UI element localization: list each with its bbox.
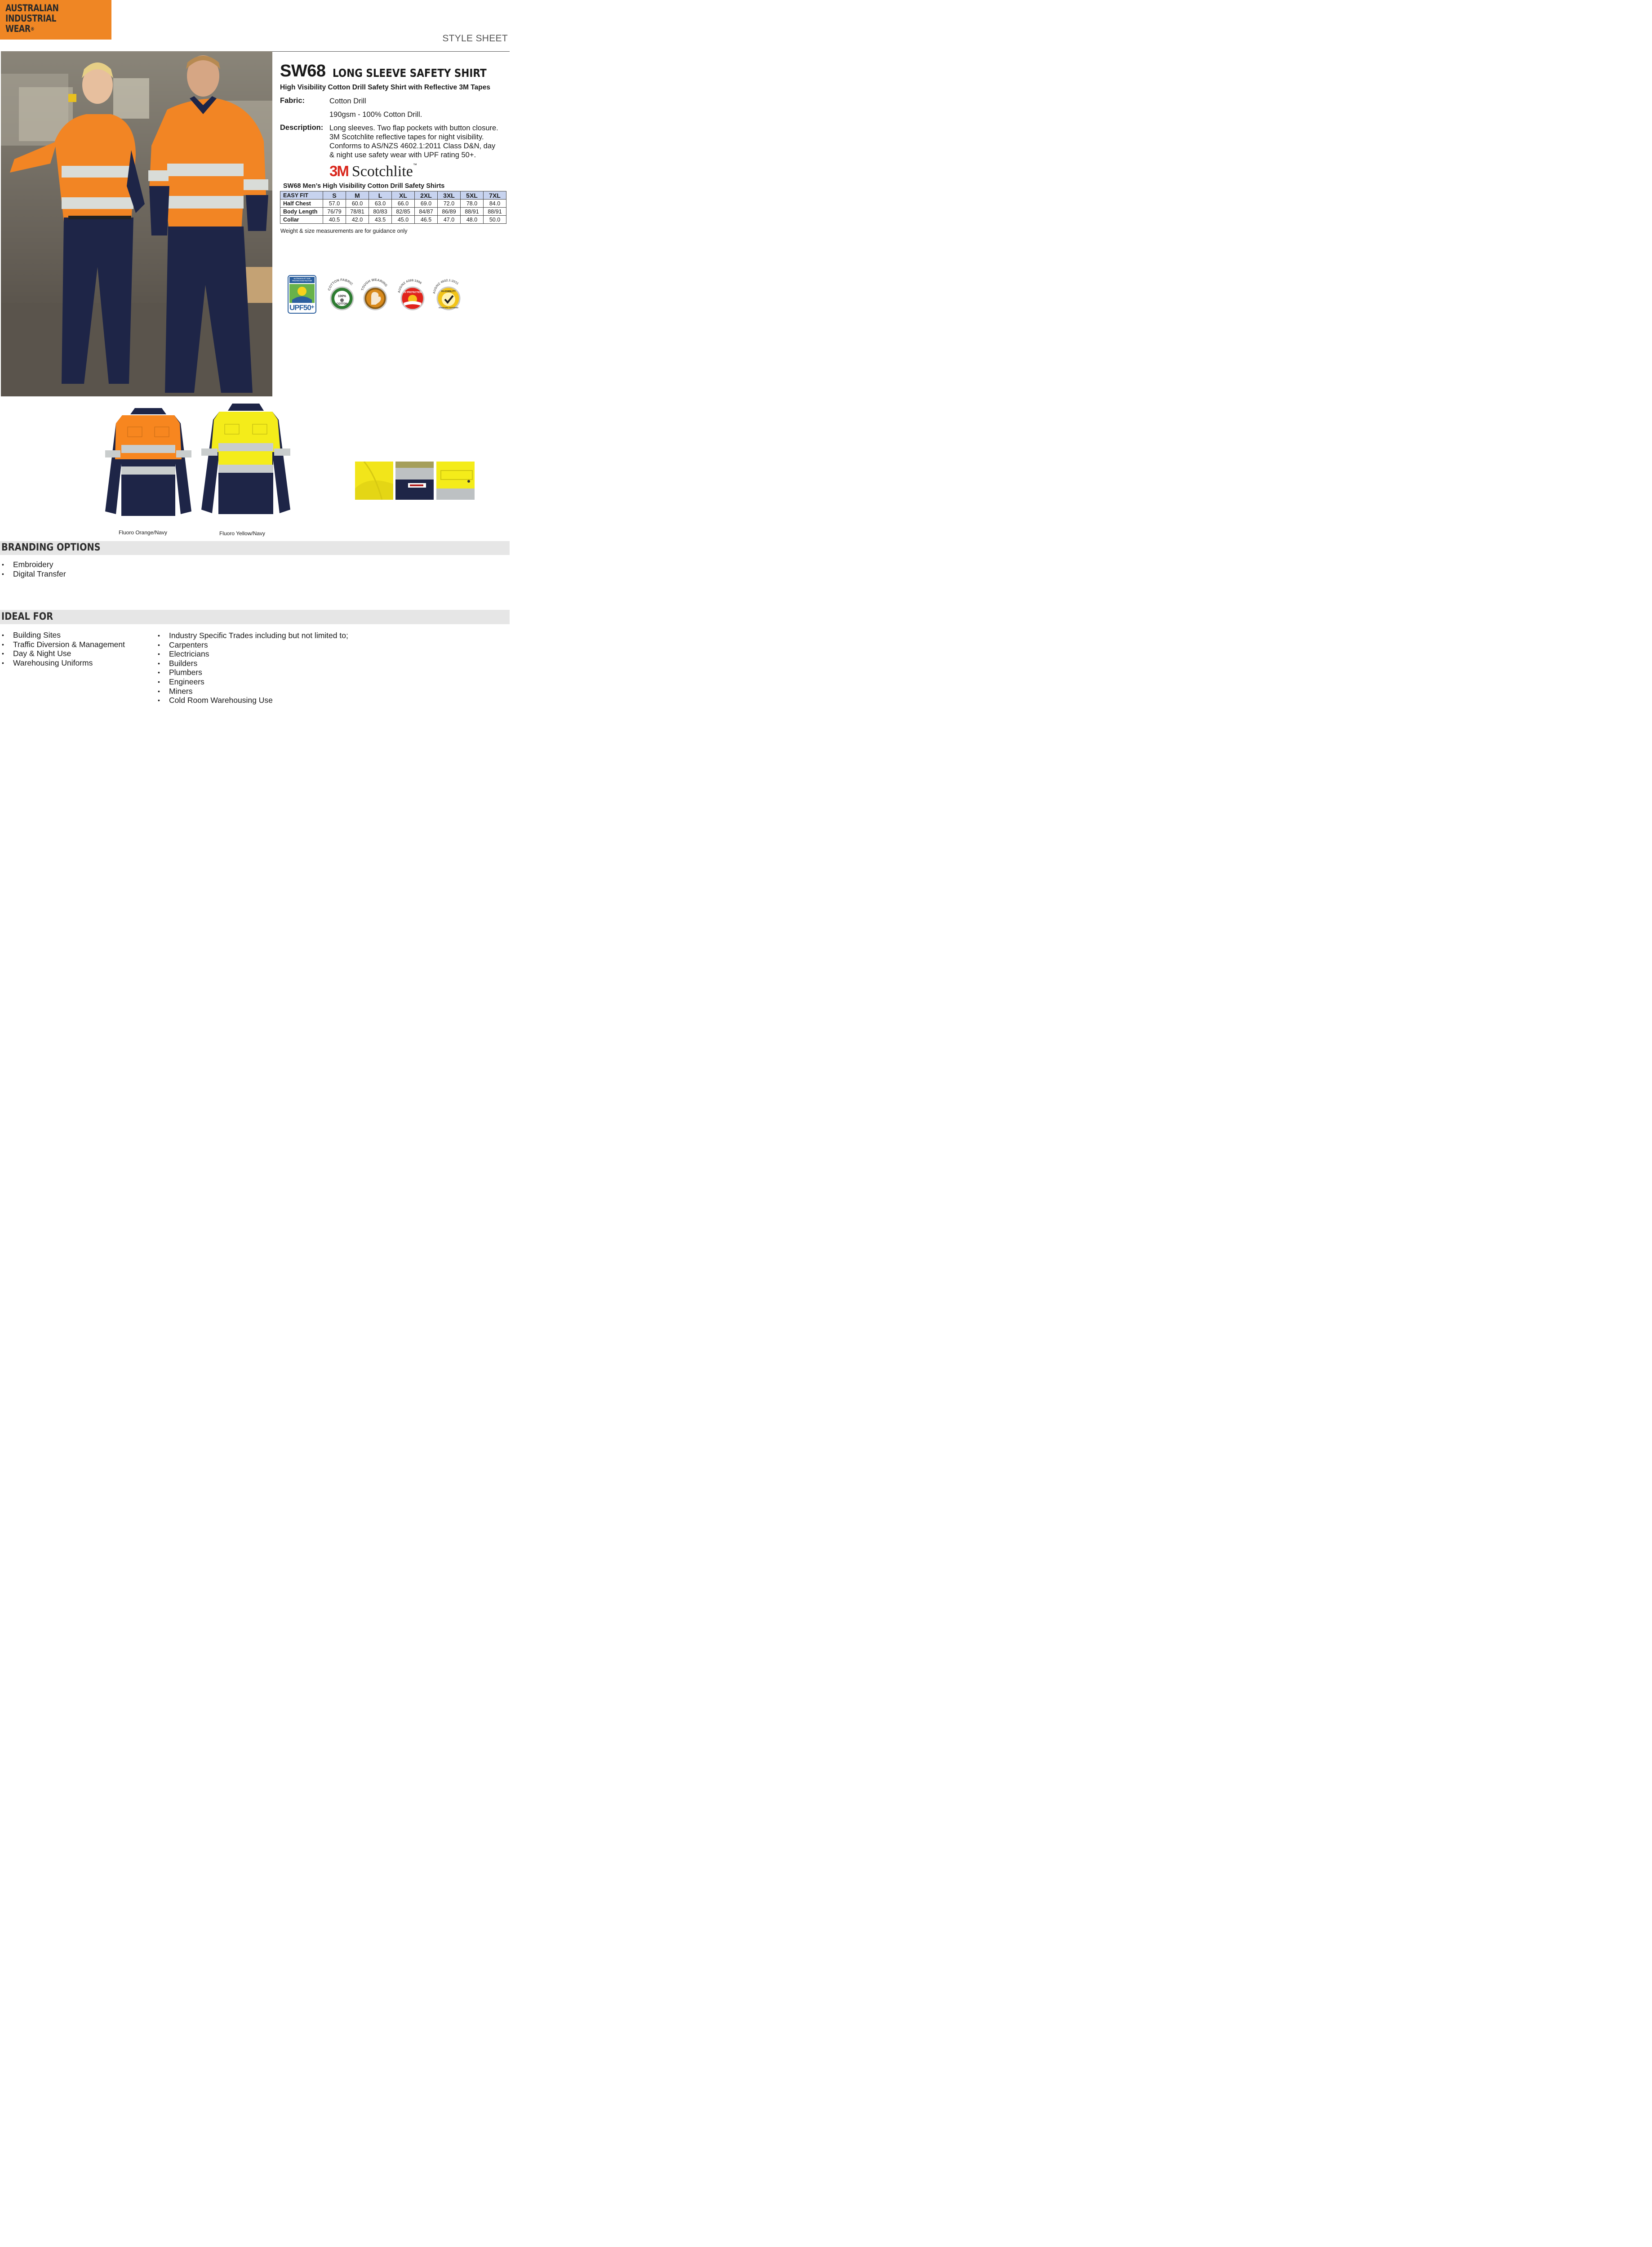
size-header: 5XL [461,191,484,200]
table-cell: 46.5 [415,216,438,224]
table-cell: 84.0 [484,200,506,208]
yellow-navy-caption: Fluoro Yellow/Navy [219,530,266,537]
swatch-label [395,462,434,500]
table-cell: 42.0 [346,216,369,224]
size-table [280,191,506,224]
swatch-label-graphic [395,462,434,500]
svg-text:COTTON: COTTON [336,303,348,306]
table-cell: 60.0 [346,200,369,208]
cotton-fabric-badge [327,277,357,312]
hero-photo-illustration [1,51,272,396]
header-rule [272,51,510,52]
table-cell: 40.5 [323,216,346,224]
table-cell: 69.0 [415,200,438,208]
description-line: & night use safety wear with UPF rating 50+. [329,151,476,159]
size-header: L [369,191,392,200]
fit-label: EASY FIT [280,191,323,200]
table-cell: 45.0 [392,216,415,224]
svg-text:HI-VISIBILITY: HI-VISIBILITY [441,290,456,293]
3m-logo-text: 3M [329,163,348,179]
swatch-pocket [436,462,475,500]
size-table-title: SW68 Men’s High Visibility Cotton Drill Safety Shirts [283,182,445,190]
brand-line-1: AUSTRALIAN [5,3,59,13]
table-cell: 47.0 [438,216,461,224]
table-cell: 63.0 [369,200,392,208]
size-header: 2XL [415,191,438,200]
size-table-header-row [280,191,506,200]
uv-protection-badge [397,277,428,312]
description-line: 3M Scotchlite reflective tapes for night visibility. [329,133,484,141]
table-cell: 50.0 [484,216,506,224]
branding-title: BRANDING OPTIONS [1,542,101,553]
svg-text:100%: 100% [338,295,346,298]
list-item: • Building Sites [0,631,125,640]
fabric-label: Fabric: [280,97,305,105]
fabric-value: Cotton Drill [329,97,366,105]
product-code: SW68 [280,62,326,80]
shirt-yellow-navy-image [199,402,293,518]
product-subtitle: High Visibility Cotton Drill Safety Shirt with Reflective 3M Tapes [280,84,490,91]
svg-text:STANDARD SATISFIED: STANDARD SATISFIED [439,306,458,309]
list-item: • Plumbers [156,668,348,677]
shirt-orange-navy-image [103,405,193,519]
upf50-badge [288,275,316,314]
table-cell: 84/87 [415,208,438,216]
ideal-for-title: IDEAL FOR [1,611,53,622]
size-header: 7XL [484,191,506,200]
fabric-detail: 190gsm - 100% Cotton Drill. [329,111,422,119]
branding-list [0,560,66,578]
scotchlite-logo-text: Scotchlite [351,163,413,180]
svg-text:AUS/NZ 4602.1:2011: AUS/NZ 4602.1:2011 [433,279,459,294]
table-cell: 57.0 [323,200,346,208]
list-item: • Embroidery [0,560,66,569]
swatch-fabric-graphic [355,462,393,500]
row-label: Collar [280,216,323,224]
table-cell: 78/81 [346,208,369,216]
brand-line-2: INDUSTRIAL [5,13,57,24]
cotton-fabric-graphic [327,277,357,312]
svg-text:COTTON FABRIC: COTTON FABRIC [327,277,354,291]
hero-photo [1,51,272,396]
table-cell: 86/89 [438,208,461,216]
svg-text:AUS/NZ 4399:1996: AUS/NZ 4399:1996 [398,279,422,293]
row-label: Body Length [280,208,323,216]
scotchlite-logo [329,163,417,181]
list-item: • Warehousing Uniforms [0,658,125,668]
hi-visibility-graphic [432,277,465,312]
list-item: • Engineers [156,677,348,687]
size-header: XL [392,191,415,200]
description-label: Description: [280,124,324,132]
shirt-yellow-navy-graphic [199,402,293,518]
hi-visibility-badge [432,277,465,312]
list-item: • Digital Transfer [0,569,66,579]
table-cell: 80/83 [369,208,392,216]
list-item: • Industry Specific Trades including but not limited to; [156,631,348,640]
trademark-mark: ™ [413,163,417,167]
shirt-orange-navy-graphic [103,405,193,519]
list-item: • Day & Night Use [0,649,125,658]
table-row [280,200,506,208]
table-cell: 76/79 [323,208,346,216]
list-item: • Cold Room Warehousing Use [156,696,348,705]
table-cell: 66.0 [392,200,415,208]
list-item: • Electricians [156,649,348,659]
table-cell: 88/91 [461,208,484,216]
svg-text:UV PROTECTION: UV PROTECTION [403,291,422,294]
list-item: • Builders [156,659,348,668]
table-cell: 88/91 [484,208,506,216]
table-row [280,208,506,216]
style-sheet-label: STYLE SHEET [442,33,508,44]
size-header: M [346,191,369,200]
table-cell: 43.5 [369,216,392,224]
row-label: Half Chest [280,200,323,208]
tough-wearing-badge [360,277,390,312]
size-header: 3XL [438,191,461,200]
product-name: LONG SLEEVE SAFETY SHIRT [333,67,487,80]
swatch-pocket-graphic [436,462,475,500]
table-cell: 82/85 [392,208,415,216]
description-line: Conforms to AS/NZS 4602.1:2011 Class D&N, day [329,142,496,150]
brand-logo [0,0,111,40]
list-item: • Traffic Diversion & Management [0,640,125,649]
tough-wearing-graphic [360,277,390,312]
size-table-note: Weight & size measurements are for guidance only [280,228,408,234]
ideal-for-left-list [0,631,125,667]
brand-line-3: WEAR [5,23,31,34]
table-cell: 72.0 [438,200,461,208]
registered-mark: ® [30,26,35,32]
list-item: • Carpenters [156,640,348,650]
uv-protection-graphic [397,277,428,312]
list-item: • Miners [156,687,348,696]
svg-text:TOUGH WEARING: TOUGH WEARING [360,277,389,291]
table-cell: 78.0 [461,200,484,208]
swatch-fabric [355,462,393,500]
description-line: Long sleeves. Two flap pockets with button closure. [329,124,498,132]
upf-header-text: ULTRAVIOLET SUN PROTECTION FACTOR [292,277,312,282]
upf-value: UPF50+ [289,303,314,312]
ideal-for-section-bar [0,610,510,624]
size-header: S [323,191,346,200]
description-text [329,124,509,160]
table-row [280,216,506,224]
table-cell: 48.0 [461,216,484,224]
ideal-for-right-list [156,631,348,705]
orange-navy-caption: Fluoro Orange/Navy [119,529,168,536]
